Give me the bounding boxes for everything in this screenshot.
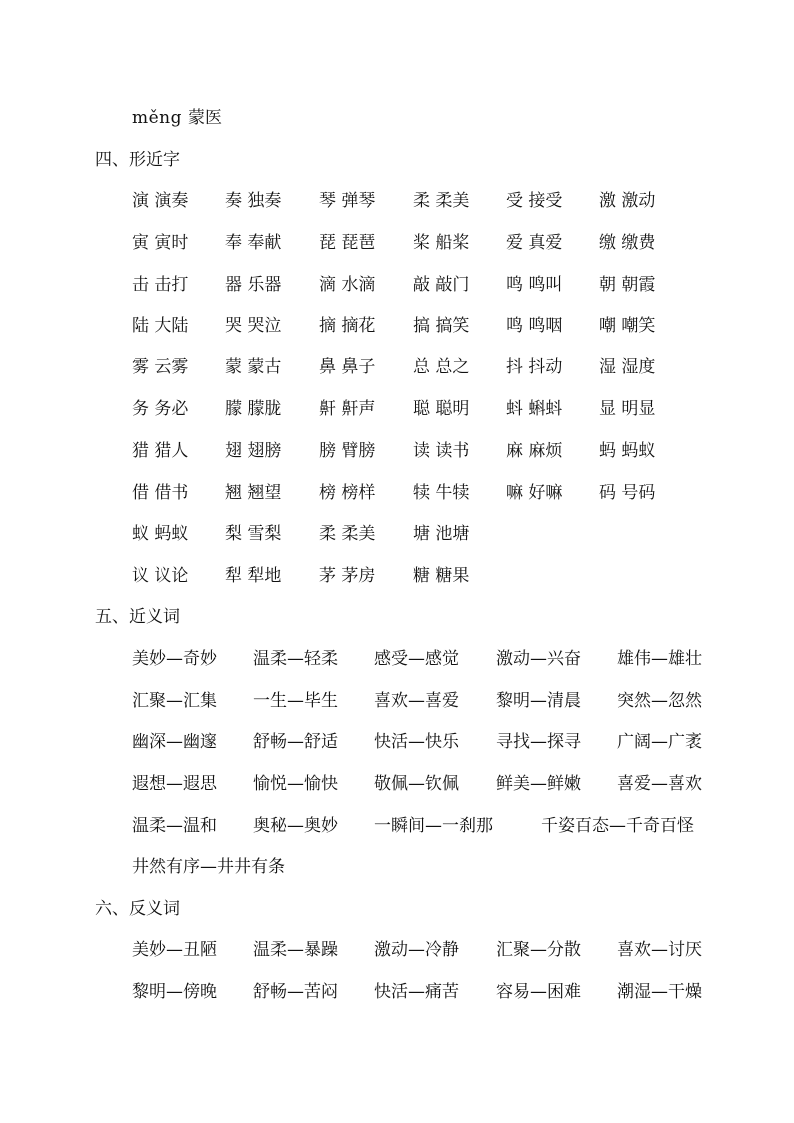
word-pair: 蚂 蚂蚁 — [599, 441, 656, 461]
word-pair: 激 激动 — [599, 191, 656, 211]
word-pair: 温柔—温和 — [132, 816, 217, 836]
word-pair: 糖 糖果 — [413, 566, 470, 586]
word-pair: 塘 池塘 — [413, 524, 470, 544]
word-pair: 一瞬间—一刹那 — [374, 816, 493, 836]
word-pair: 汇聚—汇集 — [132, 691, 217, 711]
section-heading-antonyms: 六、反义词 — [95, 899, 180, 919]
word-pair: 敲 敲门 — [413, 275, 470, 295]
word-pair: 朝 朝霞 — [599, 275, 656, 295]
word-pair: 爱 真爱 — [506, 233, 563, 253]
word-pair: 寻找—探寻 — [496, 732, 581, 752]
word-pair: 滴 水滴 — [319, 275, 376, 295]
word-pair: 器 乐器 — [225, 275, 282, 295]
word-pair: 感受—感觉 — [374, 649, 459, 669]
word-pair: 敬佩—钦佩 — [374, 774, 459, 794]
word-pair: 陆 大陆 — [132, 316, 189, 336]
word-pair: 喜欢—喜爱 — [374, 691, 459, 711]
word-pair: 美妙—丑陋 — [132, 940, 217, 960]
word-pair: 鲜美—鲜嫩 — [496, 774, 581, 794]
word-pair: 一生—毕生 — [253, 691, 338, 711]
word-pair: 击 击打 — [132, 275, 189, 295]
word-pair: 聪 聪明 — [413, 399, 470, 419]
word-pair: 湿 湿度 — [599, 357, 656, 377]
word-pair: 井然有序—井井有条 — [132, 857, 285, 877]
word-pair: 柔 柔美 — [413, 191, 470, 211]
word-pair: 鼾 鼾声 — [319, 399, 376, 419]
pinyin-text: měng — [132, 108, 183, 128]
section-heading-synonyms: 五、近义词 — [95, 607, 180, 627]
word-pair: 摘 摘花 — [319, 316, 376, 336]
word-pair: 朦 朦胧 — [225, 399, 282, 419]
word-pair: 温柔—轻柔 — [253, 649, 338, 669]
word-pair: 快活—快乐 — [374, 732, 459, 752]
word-pair: 借 借书 — [132, 483, 189, 503]
word-pair: 黎明—傍晚 — [132, 982, 217, 1002]
word-pair: 蚪 蝌蚪 — [506, 399, 563, 419]
word-pair: 奏 独奏 — [225, 191, 282, 211]
word-pair: 梨 雪梨 — [225, 524, 282, 544]
word-pair: 雄伟—雄壮 — [617, 649, 702, 669]
word-pair: 汇聚—分散 — [496, 940, 581, 960]
word-pair: 猎 猎人 — [132, 441, 189, 461]
word-pair: 麻 麻烦 — [506, 441, 563, 461]
word-pair: 奉 奉献 — [225, 233, 282, 253]
word-pair: 鸣 鸣咽 — [506, 316, 563, 336]
word-pair: 哭 哭泣 — [225, 316, 282, 336]
word-pair: 千姿百态—千奇百怪 — [541, 816, 694, 836]
word-pair: 显 明显 — [599, 399, 656, 419]
word-pair: 总 总之 — [413, 357, 470, 377]
word-pair: 搞 搞笑 — [413, 316, 470, 336]
word-pair: 温柔—暴躁 — [253, 940, 338, 960]
word-pair: 议 议论 — [132, 566, 189, 586]
word-pair: 演 演奏 — [132, 191, 189, 211]
word-pair: 容易—困难 — [496, 982, 581, 1002]
word-pair: 突然—忽然 — [617, 691, 702, 711]
word-pair: 茅 茅房 — [319, 566, 376, 586]
word-pair: 广阔—广袤 — [617, 732, 702, 752]
word-pair: 码 号码 — [599, 483, 656, 503]
word-pair: 幽深—幽邃 — [132, 732, 217, 752]
word-pair: 翘 翘望 — [225, 483, 282, 503]
word-pair: 遐想—遐思 — [132, 774, 217, 794]
word-pair: 舒畅—苦闷 — [253, 982, 338, 1002]
word-pair: 蚁 蚂蚁 — [132, 524, 189, 544]
word-pair: 激动—冷静 — [374, 940, 459, 960]
word-pair: 受 接受 — [506, 191, 563, 211]
word-pair: 翅 翅膀 — [225, 441, 282, 461]
word-pair: 缴 缴费 — [599, 233, 656, 253]
word-pair: 雾 云雾 — [132, 357, 189, 377]
word-pair: 喜欢—讨厌 — [617, 940, 702, 960]
word-pair: 务 务必 — [132, 399, 189, 419]
pinyin-word: 蒙医 — [188, 108, 222, 128]
word-pair: 快活—痛苦 — [374, 982, 459, 1002]
word-pair: 嘲 嘲笑 — [599, 316, 656, 336]
word-pair: 膀 臂膀 — [319, 441, 376, 461]
word-pair: 嘛 好嘛 — [506, 483, 563, 503]
word-pair: 犁 犁地 — [225, 566, 282, 586]
word-pair: 犊 牛犊 — [413, 483, 470, 503]
word-pair: 鸣 鸣叫 — [506, 275, 563, 295]
word-pair: 激动—兴奋 — [496, 649, 581, 669]
word-pair: 读 读书 — [413, 441, 470, 461]
word-pair: 舒畅—舒适 — [253, 732, 338, 752]
section-heading-similar-chars: 四、形近字 — [95, 150, 180, 170]
word-pair: 潮湿—干燥 — [617, 982, 702, 1002]
word-pair: 喜爱—喜欢 — [617, 774, 702, 794]
word-pair: 鼻 鼻子 — [319, 357, 376, 377]
word-pair: 柔 柔美 — [319, 524, 376, 544]
word-pair: 琴 弹琴 — [319, 191, 376, 211]
word-pair: 蒙 蒙古 — [225, 357, 282, 377]
word-pair: 抖 抖动 — [506, 357, 563, 377]
word-pair: 黎明—清晨 — [496, 691, 581, 711]
word-pair: 榜 榜样 — [319, 483, 376, 503]
word-pair: 寅 寅时 — [132, 233, 189, 253]
word-pair: 愉悦—愉快 — [253, 774, 338, 794]
word-pair: 桨 船桨 — [413, 233, 470, 253]
word-pair: 琵 琵琶 — [319, 233, 376, 253]
word-pair: 奥秘—奥妙 — [253, 816, 338, 836]
word-pair: 美妙—奇妙 — [132, 649, 217, 669]
